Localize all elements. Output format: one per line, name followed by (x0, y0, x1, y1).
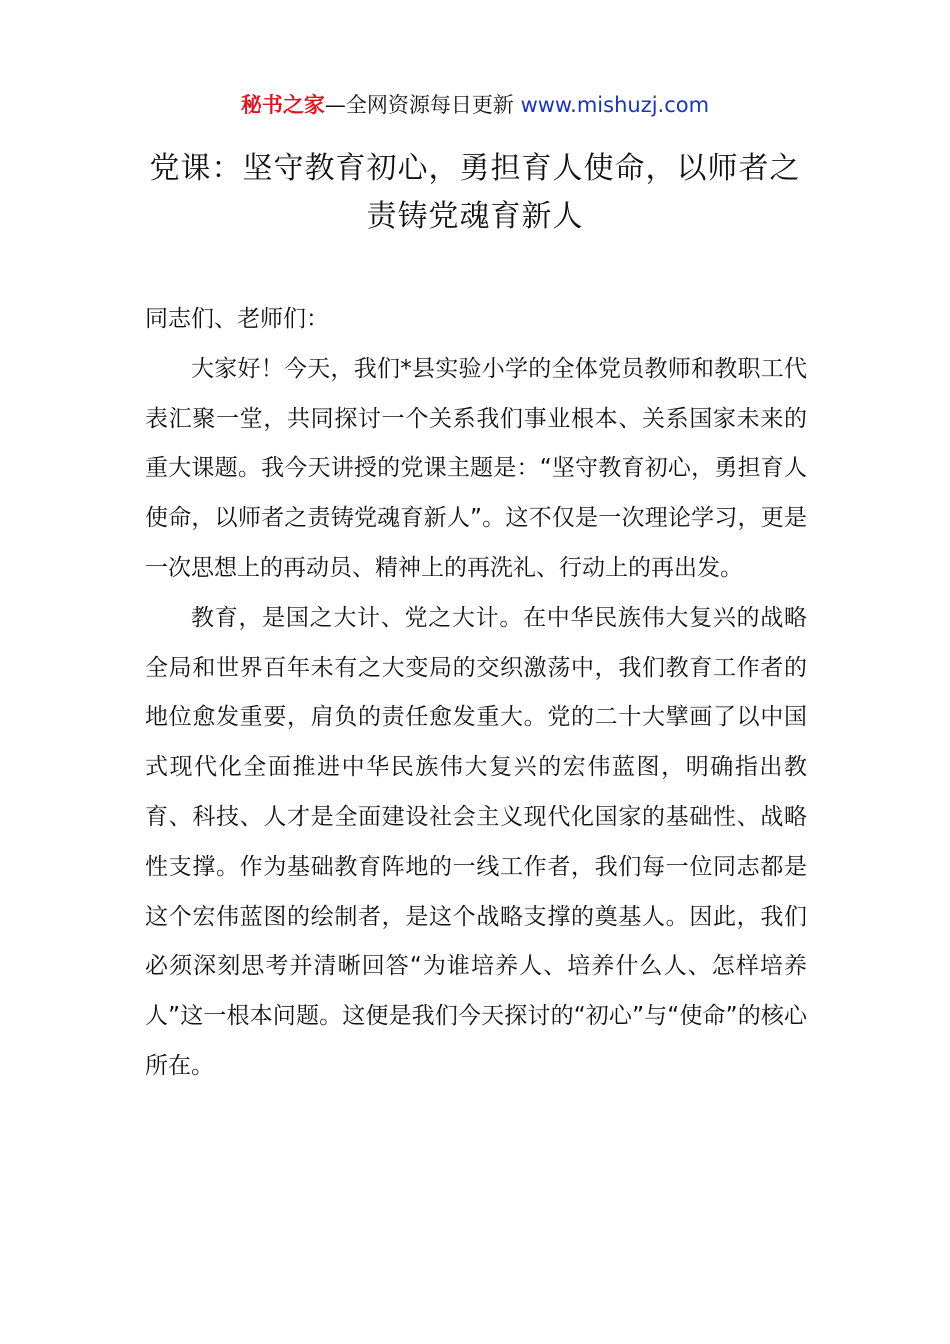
paragraph: 大家好！今天，我们*县实验小学的全体党员教师和教职工代表汇聚一堂，共同探讨一个关系我们事业根本、关系国家未来的重大课题。我今天讲授的党课主题是：“坚守教育初心，勇担育人使命，以师者之责铸党魂育新人”。这不仅是一次理论学习，更是一次思想上的再动员、精神上的再洗礼、行动上的再出发。 (145, 355, 807, 581)
brand-name: 秘书之家 (240, 93, 325, 117)
site-header (0, 90, 950, 120)
site-url-link[interactable]: www.mishuzj.com (520, 93, 710, 117)
paragraph: 教育，是国之大计、党之大计。在中华民族伟大复兴的战略全局和世界百年未有之大变局的交织激荡中，我们教育工作者的地位愈发重要，肩负的责任愈发重大。党的二十大擘画了以中国式现代化全面推进中华民族伟大复兴的宏伟蓝图，明确指出教育、科技、人才是全面建设社会主义现代化国家的基础性、战略性支撑。作为基础教育阵地的一线工作者，我们每一位同志都是这个宏伟蓝图的绘制者，是这个战略支撑的奠基人。因此，我们必须深刻思考并清晰回答“为谁培养人、培养什么人、怎样培养人”这一根本问题。这便是我们今天探讨的“初心”与“使命”的核心所在。 (145, 604, 807, 1079)
header-tagline: —全网资源每日更新 (324, 93, 514, 117)
document-title: 党课：坚守教育初心，勇担育人使命，以师者之责铸党魂育新人 (149, 151, 801, 234)
document-body (145, 295, 807, 1092)
salutation: 同志们、老师们： (145, 306, 329, 332)
